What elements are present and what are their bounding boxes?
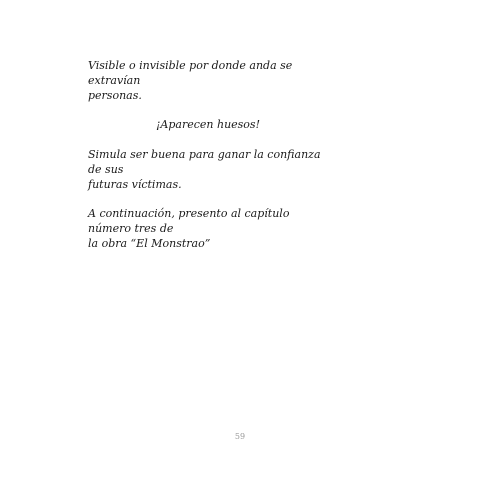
paragraph-3: Simula ser buena para ganar la confianza de sus futuras víctimas. xyxy=(88,148,321,191)
body-text xyxy=(88,58,328,265)
paragraph-2: ¡Aparecen huesos! xyxy=(156,118,260,131)
page-number: 59 xyxy=(234,432,246,441)
paragraph-1: Visible o invisible por donde anda se extravían personas. xyxy=(88,59,293,102)
paragraph-4: A continuación, presento al capítulo número tres de la obra “El Monstrao” xyxy=(88,207,290,250)
